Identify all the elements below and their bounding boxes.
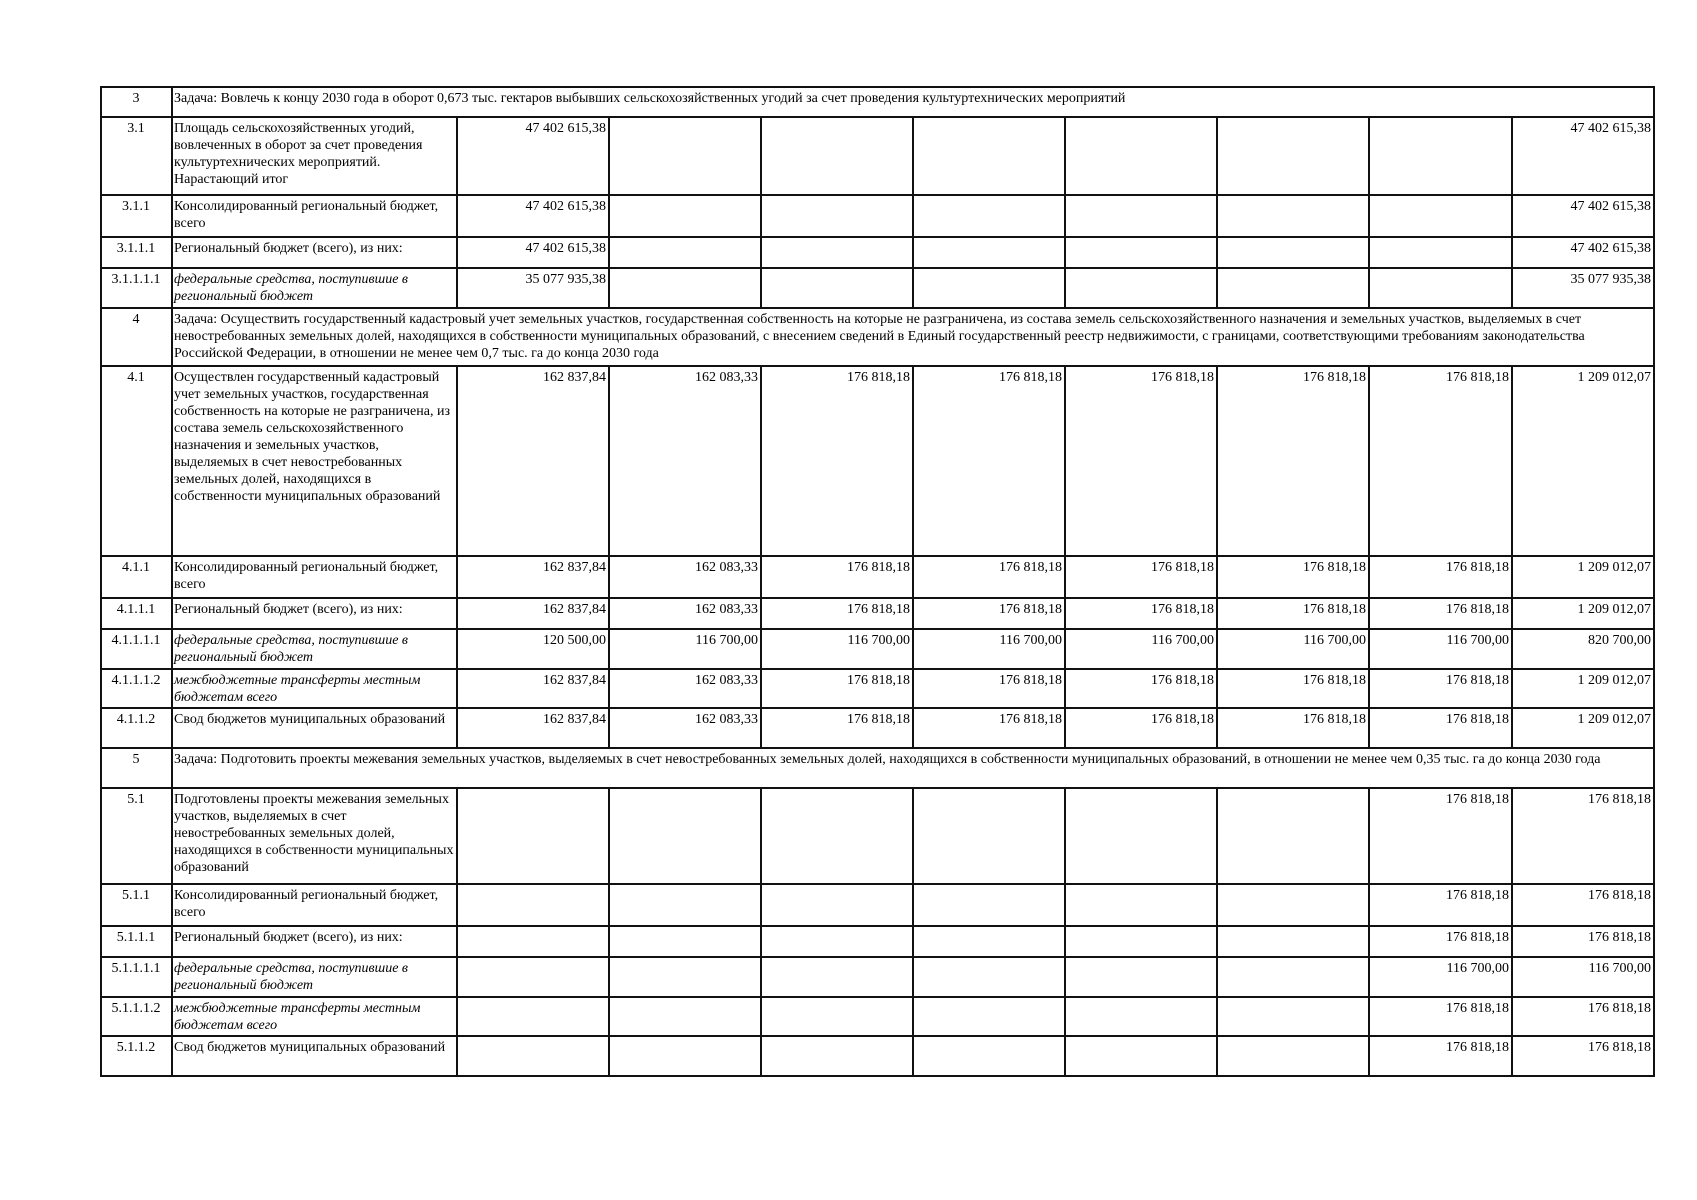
value-cell xyxy=(457,997,609,1036)
value-cell: 176 818,18 xyxy=(1065,366,1217,556)
value-cell: 116 700,00 xyxy=(609,629,761,669)
value-cell: 162 837,84 xyxy=(457,598,609,629)
row-number: 4.1.1 xyxy=(101,556,172,598)
row-number: 3.1 xyxy=(101,117,172,195)
value-cell xyxy=(609,957,761,997)
row-number: 5.1.1.2 xyxy=(101,1036,172,1076)
table-row xyxy=(101,1036,1654,1076)
value-cell: 162 837,84 xyxy=(457,556,609,598)
value-cell: 176 818,18 xyxy=(913,598,1065,629)
value-cell: 176 818,18 xyxy=(1217,708,1369,748)
value-cell xyxy=(1217,117,1369,195)
task-row xyxy=(101,308,1654,366)
value-cell: 176 818,18 xyxy=(1369,556,1512,598)
value-cell xyxy=(1065,237,1217,268)
value-cell: 176 818,18 xyxy=(1369,1036,1512,1076)
total-cell: 1 209 012,07 xyxy=(1512,708,1654,748)
value-cell xyxy=(1217,884,1369,926)
total-cell: 176 818,18 xyxy=(1512,1036,1654,1076)
value-cell xyxy=(913,195,1065,237)
value-cell: 176 818,18 xyxy=(913,556,1065,598)
row-name: Свод бюджетов муниципальных образований xyxy=(172,708,457,748)
value-cell xyxy=(1369,237,1512,268)
value-cell xyxy=(1065,788,1217,884)
value-cell: 176 818,18 xyxy=(761,556,913,598)
row-number: 4.1.1.1.1 xyxy=(101,629,172,669)
table-row xyxy=(101,195,1654,237)
value-cell: 176 818,18 xyxy=(1065,598,1217,629)
value-cell xyxy=(913,957,1065,997)
value-cell: 176 818,18 xyxy=(913,366,1065,556)
row-name: Региональный бюджет (всего), из них: xyxy=(172,598,457,629)
row-number: 5.1.1 xyxy=(101,884,172,926)
table-row xyxy=(101,237,1654,268)
table-row xyxy=(101,997,1654,1036)
value-cell xyxy=(1065,268,1217,308)
row-name: Региональный бюджет (всего), из них: xyxy=(172,237,457,268)
value-cell: 176 818,18 xyxy=(1217,366,1369,556)
value-cell xyxy=(913,1036,1065,1076)
value-cell xyxy=(761,997,913,1036)
table-row xyxy=(101,598,1654,629)
value-cell: 116 700,00 xyxy=(1065,629,1217,669)
value-cell xyxy=(457,957,609,997)
value-cell: 116 700,00 xyxy=(1217,629,1369,669)
row-number: 4.1.1.1 xyxy=(101,598,172,629)
value-cell: 116 700,00 xyxy=(1369,629,1512,669)
row-name: Подготовлены проекты межевания земельных участков, выделяемых в счет невостребованных земельных долей, находящихся в собственности муниципальных образований xyxy=(172,788,457,884)
value-cell xyxy=(761,117,913,195)
value-cell: 176 818,18 xyxy=(1217,598,1369,629)
value-cell xyxy=(1065,884,1217,926)
value-cell: 176 818,18 xyxy=(1065,556,1217,598)
value-cell xyxy=(609,1036,761,1076)
total-cell: 1 209 012,07 xyxy=(1512,366,1654,556)
value-cell xyxy=(913,237,1065,268)
table-body xyxy=(101,87,1654,1076)
row-number: 3.1.1.1.1 xyxy=(101,268,172,308)
value-cell: 176 818,18 xyxy=(1369,366,1512,556)
value-cell xyxy=(1217,997,1369,1036)
value-cell xyxy=(1217,1036,1369,1076)
value-cell xyxy=(761,926,913,957)
value-cell: 176 818,18 xyxy=(1217,669,1369,708)
value-cell: 162 083,33 xyxy=(609,556,761,598)
value-cell: 176 818,18 xyxy=(1369,884,1512,926)
value-cell xyxy=(1217,237,1369,268)
row-number: 3.1.1.1 xyxy=(101,237,172,268)
row-name: Консолидированный региональный бюджет, всего xyxy=(172,556,457,598)
value-cell xyxy=(761,268,913,308)
value-cell xyxy=(761,788,913,884)
value-cell: 162 083,33 xyxy=(609,366,761,556)
value-cell xyxy=(913,117,1065,195)
total-cell: 47 402 615,38 xyxy=(1512,237,1654,268)
total-cell: 820 700,00 xyxy=(1512,629,1654,669)
total-cell: 47 402 615,38 xyxy=(1512,195,1654,237)
value-cell xyxy=(1217,926,1369,957)
value-cell xyxy=(609,884,761,926)
value-cell xyxy=(1217,268,1369,308)
row-name: Консолидированный региональный бюджет, всего xyxy=(172,884,457,926)
value-cell xyxy=(609,195,761,237)
value-cell xyxy=(761,195,913,237)
value-cell: 116 700,00 xyxy=(1369,957,1512,997)
value-cell: 176 818,18 xyxy=(1369,997,1512,1036)
value-cell: 162 083,33 xyxy=(609,669,761,708)
value-cell xyxy=(457,1036,609,1076)
value-cell xyxy=(1369,117,1512,195)
total-cell: 116 700,00 xyxy=(1512,957,1654,997)
row-number: 4 xyxy=(101,308,172,366)
value-cell: 176 818,18 xyxy=(913,708,1065,748)
table-row xyxy=(101,884,1654,926)
value-cell: 176 818,18 xyxy=(761,598,913,629)
row-number: 3.1.1 xyxy=(101,195,172,237)
value-cell xyxy=(913,884,1065,926)
total-cell: 176 818,18 xyxy=(1512,788,1654,884)
row-name: Площадь сельскохозяйственных угодий, вовлеченных в оборот за счет проведения культуртехнических мероприятий. Нарастающий итог xyxy=(172,117,457,195)
value-cell: 176 818,18 xyxy=(1369,598,1512,629)
value-cell xyxy=(1065,195,1217,237)
value-cell: 47 402 615,38 xyxy=(457,195,609,237)
value-cell xyxy=(609,237,761,268)
task-description: Задача: Вовлечь к концу 2030 года в оборот 0,673 тыс. гектаров выбывших сельскохозяйственных угодий за счет проведения культуртехнических мероприятий xyxy=(172,87,1654,117)
row-name: федеральные средства, поступившие в региональный бюджет xyxy=(172,957,457,997)
row-number: 3 xyxy=(101,87,172,117)
table-row xyxy=(101,926,1654,957)
value-cell xyxy=(761,884,913,926)
value-cell: 176 818,18 xyxy=(1369,708,1512,748)
value-cell xyxy=(609,268,761,308)
value-cell xyxy=(913,268,1065,308)
row-name: федеральные средства, поступившие в региональный бюджет xyxy=(172,268,457,308)
value-cell xyxy=(457,884,609,926)
value-cell xyxy=(457,788,609,884)
value-cell xyxy=(1065,1036,1217,1076)
row-number: 5 xyxy=(101,748,172,788)
total-cell: 1 209 012,07 xyxy=(1512,556,1654,598)
row-number: 4.1.1.2 xyxy=(101,708,172,748)
value-cell: 162 837,84 xyxy=(457,366,609,556)
row-number: 5.1 xyxy=(101,788,172,884)
value-cell xyxy=(761,957,913,997)
total-cell: 176 818,18 xyxy=(1512,884,1654,926)
total-cell: 47 402 615,38 xyxy=(1512,117,1654,195)
value-cell: 176 818,18 xyxy=(1217,556,1369,598)
value-cell: 176 818,18 xyxy=(761,366,913,556)
value-cell: 176 818,18 xyxy=(1369,926,1512,957)
row-number: 4.1.1.1.2 xyxy=(101,669,172,708)
value-cell: 162 837,84 xyxy=(457,708,609,748)
value-cell: 162 083,33 xyxy=(609,708,761,748)
row-number: 5.1.1.1.1 xyxy=(101,957,172,997)
value-cell xyxy=(1065,997,1217,1036)
total-cell: 176 818,18 xyxy=(1512,997,1654,1036)
value-cell xyxy=(913,997,1065,1036)
value-cell xyxy=(1217,195,1369,237)
value-cell xyxy=(457,926,609,957)
task-description: Задача: Подготовить проекты межевания земельных участков, выделяемых в счет невостребованных земельных долей, находящихся в собственности муниципальных образований, в отношении не менее чем 0,35 тыс. га до конца 2030 года xyxy=(172,748,1654,788)
table-row xyxy=(101,957,1654,997)
table-row xyxy=(101,629,1654,669)
value-cell xyxy=(609,997,761,1036)
value-cell: 162 083,33 xyxy=(609,598,761,629)
table-row xyxy=(101,117,1654,195)
value-cell xyxy=(1217,957,1369,997)
value-cell: 120 500,00 xyxy=(457,629,609,669)
value-cell: 35 077 935,38 xyxy=(457,268,609,308)
table-row xyxy=(101,708,1654,748)
row-name: Свод бюджетов муниципальных образований xyxy=(172,1036,457,1076)
value-cell xyxy=(761,1036,913,1076)
value-cell: 176 818,18 xyxy=(913,669,1065,708)
value-cell: 176 818,18 xyxy=(1065,708,1217,748)
total-cell: 176 818,18 xyxy=(1512,926,1654,957)
value-cell: 176 818,18 xyxy=(761,669,913,708)
row-name: Осуществлен государственный кадастровый учет земельных участков, государственная собственность на которые не разграничена, из состава земель сельскохозяйственного назначения и земельных участков, выделяемых в счет невостребованных земельных долей, находящихся в собственности муниципальных образований xyxy=(172,366,457,556)
value-cell: 162 837,84 xyxy=(457,669,609,708)
value-cell: 47 402 615,38 xyxy=(457,117,609,195)
table-row xyxy=(101,788,1654,884)
row-name: межбюджетные трансферты местным бюджетам всего xyxy=(172,997,457,1036)
value-cell: 176 818,18 xyxy=(1369,669,1512,708)
row-number: 4.1 xyxy=(101,366,172,556)
budget-table xyxy=(100,86,1655,1077)
value-cell xyxy=(913,926,1065,957)
value-cell xyxy=(1369,195,1512,237)
table-row xyxy=(101,669,1654,708)
table-row xyxy=(101,556,1654,598)
total-cell: 1 209 012,07 xyxy=(1512,669,1654,708)
task-row xyxy=(101,748,1654,788)
total-cell: 35 077 935,38 xyxy=(1512,268,1654,308)
value-cell xyxy=(913,788,1065,884)
value-cell xyxy=(609,788,761,884)
value-cell: 47 402 615,38 xyxy=(457,237,609,268)
row-name: федеральные средства, поступившие в региональный бюджет xyxy=(172,629,457,669)
value-cell xyxy=(1065,117,1217,195)
value-cell xyxy=(1065,926,1217,957)
row-name: Консолидированный региональный бюджет, всего xyxy=(172,195,457,237)
table-row xyxy=(101,268,1654,308)
task-row xyxy=(101,87,1654,117)
row-number: 5.1.1.1.2 xyxy=(101,997,172,1036)
table-row xyxy=(101,366,1654,556)
value-cell xyxy=(609,926,761,957)
value-cell xyxy=(761,237,913,268)
row-number: 5.1.1.1 xyxy=(101,926,172,957)
value-cell: 176 818,18 xyxy=(761,708,913,748)
value-cell xyxy=(1217,788,1369,884)
value-cell: 176 818,18 xyxy=(1065,669,1217,708)
row-name: Региональный бюджет (всего), из них: xyxy=(172,926,457,957)
value-cell: 176 818,18 xyxy=(1369,788,1512,884)
value-cell: 116 700,00 xyxy=(913,629,1065,669)
value-cell: 116 700,00 xyxy=(761,629,913,669)
value-cell xyxy=(1065,957,1217,997)
total-cell: 1 209 012,07 xyxy=(1512,598,1654,629)
value-cell xyxy=(1369,268,1512,308)
row-name: межбюджетные трансферты местным бюджетам всего xyxy=(172,669,457,708)
value-cell xyxy=(609,117,761,195)
task-description: Задача: Осуществить государственный кадастровый учет земельных участков, государственная собственность на которые не разграничена, из состава земель сельскохозяйственного назначения и земельных участков, выделяемых в счет невостребованных земельных долей, находящихся в собственности муниципальных образований, с внесением сведений в Единый государственный реестр недвижимости, с границами, соответствующими требованиям законодательства Российской Федерации, в отношении не менее чем 0,7 тыс. га до конца 2030 года xyxy=(172,308,1654,366)
